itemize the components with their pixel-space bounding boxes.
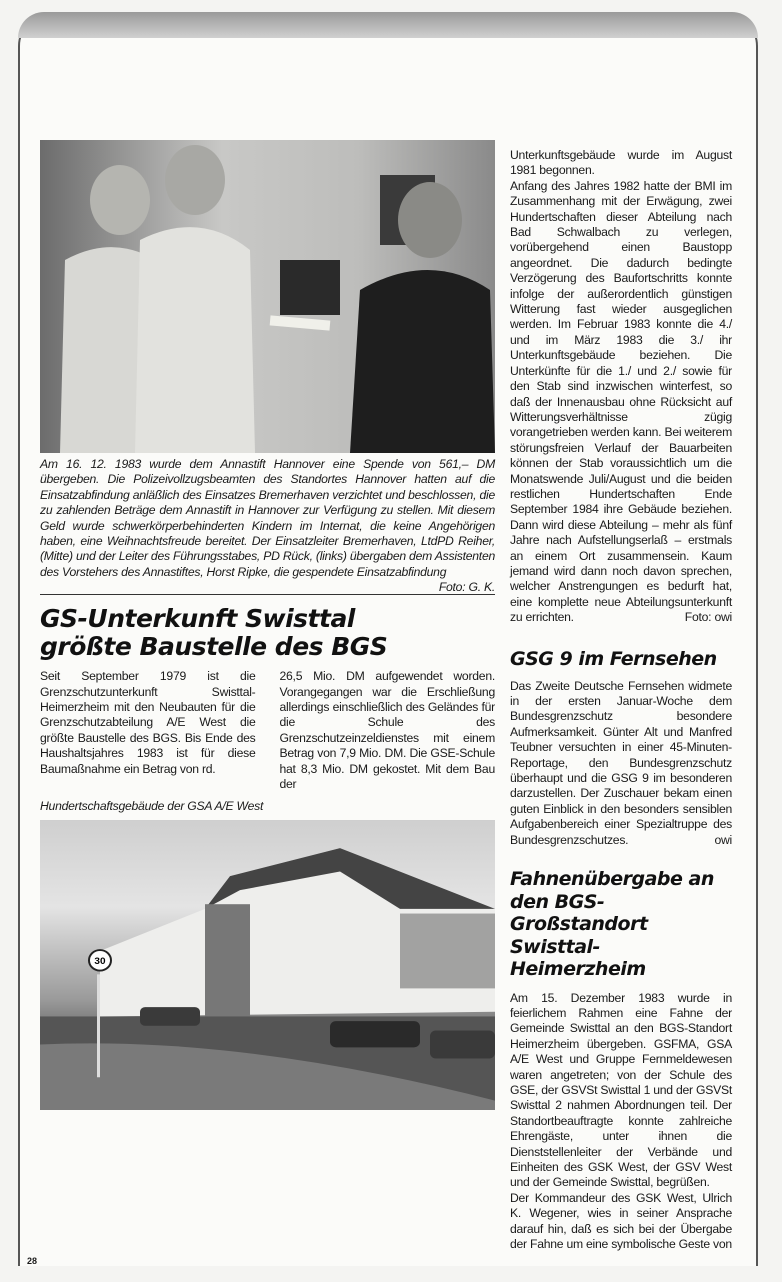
article-headline-flag: Fahnenübergabe an den BGS-Großstandort Swisttal-Heimerzheim (510, 868, 714, 981)
article-credit: Foto: owi (684, 610, 732, 625)
photo-credit: Foto: G. K. (438, 580, 495, 595)
page-header-band (18, 12, 758, 38)
article-headline-gsg9: GSG 9 im Fernsehen (510, 647, 717, 670)
article-column-1: Seit September 1979 ist die Grenzschutzunterkunft Swisttal-Heimerzheim mit den Neubauten für die Grenzschutzabteilung A/E West die größte Baustelle des BGS. Bis Ende des Haushaltsjahres 1983 ist für diese Baumaßnahme ein Betrag von rd. (40, 669, 256, 776)
right-column (510, 140, 732, 1252)
photo-caption-building: Hundertschaftsgebäude der GSA A/E West (40, 798, 264, 813)
article-column-3: Unterkunftsgebäude wurde im August 1981 begonnen. Anfang des Jahres 1982 hatte der BMI im Zusammenhang mit der Erwägung, zwei Hundertschaften dieser Abteilung nach Bad Schwalbach zu verlegen, vorübergehend einen Baustopp angeordnet. Die dadurch bedingte Verzögerung des Baufortschritts konnte infolge der außerordentlich günstigen Witterung fast wieder ausgeglichen werden. Im Februar 1983 konnte die 4./ und im März 1983 die 3./ ihr Unterkunftsgebäude beziehen. Die Unterkünfte für die 1./ und 2./ sowie für den Stab sind inzwischen winterfest, so daß der Innenausbau ohne Rücksicht auf Witterungsverhältnisse zügig vorangetrieben werden kann. Bei weiterem störungsfreien Verlauf der Bauarbeiten können der Stab voraussichtlich um die Monatswende Juli/August und die beiden restlichen Hundertschaften Ende September 1984 ihre Gebäude beziehen. Dann wird diese Abteilung – mehr als fünf Jahre nach Aufstellungserlaß – erstmals an einem Ort zusammensein. Kaum jemand wird dann noch davon sprechen, welcher Anstrengungen es bedurft hat, eine komplette neue Abteilungsunterkunft zu errichten. Foto: owi (510, 148, 732, 625)
left-column (40, 140, 495, 1110)
photo-caption: Am 16. 12. 1983 wurde dem Annastift Hannover eine Spende von 561,– DM übergeben. Die Polizeivollzugsbeamten des Standortes Hannover hatten auf die Einsatzabfindung anläßlich des Einsatzes Bremerhaven verzichtet und beschlossen, die zu zahlenden Beträge dem Annastift in Hannover zur Verfügung zu stellen. Mit diesem Geld wurde schwerkörperbehinderten Kindern im Internat, die keine Angehörigen haben, eine Weihnachtsfreude bereitet. Der Einsatzleiter Bremerhaven, LtdPD Reiher, (Mitte) und der Leiter des Führungsstabes, PD Rück, (links) übergaben dem Assistenten des Vorstehers des Annastiftes, Horst Ripke, die gespendete Einsatzabfindung Foto: G. K. (40, 457, 495, 595)
article-gsg9-body: Das Zweite Deutsche Fernsehen widmete in der ersten Januar-Woche dem Bundesgrenzschutz besondere Aufmerksamkeit. Günter Alt und Manfred Teubner versuchten in einer 45-Minuten-Reportage, den Bundesgrenzschutz überhaupt und die GSG 9 im besonderen darzustellen. Der Zuschauer bekam einen guten Einblick in den besonders sensiblen Aufgabenbereich einer Spezialtruppe des Bundesgrenzschutzes. owi (510, 678, 732, 847)
page-number: 28 (27, 1256, 38, 1266)
divider (40, 594, 495, 595)
speed-sign-text: 30 (94, 956, 106, 967)
article-headline: GS-Unterkunft Swisttal größte Baustelle des BGS (40, 604, 388, 662)
photo-donation-handover (40, 140, 495, 453)
photo-building (40, 820, 495, 1110)
article-column-2: 26,5 Mio. DM aufgewendet worden. Vorangegangen war die Erschließung allerdings einschließlich des Geländes für die Schule des Grenzschutzeinzeldienstes mit einem Betrag von 7,9 Mio. DM. Die GSE-Schule hat 8,3 Mio. DM gekostet. Mit dem Bau der (279, 669, 495, 792)
article-flag-body: Am 15. Dezember 1983 wurde in feierlichem Rahmen eine Fahne der Gemeinde Swisttal an den BGS-Standort Heimerzheim übergeben. GSFMA, GSA A/E West und Gruppe Fernmeldewesen waren angetreten; von der Schule des GSE, der GSVSt Swisttal 1 und der GSVSt Swisttal 2 nahmen Abordnungen teil. Der Standortbeauftragte konnte zahlreiche Ehrengäste, unter ihnen die Dienststellenleiter der Verbände und Einheiten des GSK West, der GSV West und der Gemeinde Swisttal, begrüßen. Der Kommandeur des GSK West, Ulrich K. Wegener, wies in seiner Ansprache darauf hin, daß es sich bei der Übergabe der Fahne um eine symbolische Geste von (510, 990, 732, 1252)
article-gsg9-credit: owi (714, 832, 732, 847)
article-columns (40, 669, 495, 792)
